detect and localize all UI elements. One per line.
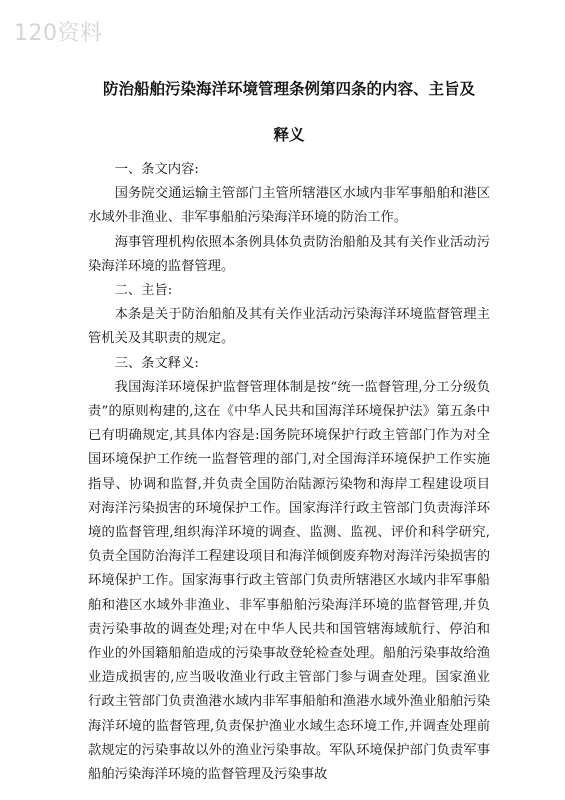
section-heading-purpose: 二、主旨: <box>114 283 173 299</box>
watermark-logo: 120资料 <box>14 21 103 46</box>
paragraph: 海事管理机构依照本条例具体负责防治船舶及其有关作业活动污染海洋环境的监督管理。 <box>88 234 490 274</box>
paragraph: 国务院交通运输主管部门主管所辖港区水域内非军事船舶和港区水域外非渔业、非军事船舶污染海洋环境的防治工作。 <box>88 186 490 226</box>
section-heading-content: 一、条文内容: <box>114 162 199 177</box>
paragraph: 本条是关于防治船舶及其有关作业活动污染海洋环境监督管理主管机关及其职责的规定。 <box>88 307 490 347</box>
document-body <box>88 158 490 787</box>
document-title-line2: 释义 <box>273 125 305 144</box>
document-page <box>88 74 490 787</box>
document-title-line1: 防治船舶污染海洋环境管理条例第四条的内容、主旨及 <box>102 79 475 98</box>
section-heading-interpretation: 三、条文释义: <box>114 355 199 371</box>
paragraph: 我国海洋环境保护监督管理体制是按“统一监督管理,分工分级负责”的原则构建的,这在《中华人民共和国海洋环境保护法》第五条中已有明确规定,其具体内容是:国务院环境保护行政主管部门作为对全国环境保护工作统一监督管理的部门,对全国海洋环境保护工作实施指导、协调和监督,并负责全国防治陆源污染物和海岸工程建设项目对海洋污染损害的环境保护工作。国家海洋行政主管部门负责海洋环境的监督管理,组织海洋环境的调查、监测、监视、评价和科学研究,负责全国防治海洋工程建设项目和海洋倾倒废弃物对海洋污染损害的环境保护工作。国家海事行政主管部门负责所辖港区水域内非军事船舶和港区水域外非渔业、非军事船舶污染海洋环境的监督管理,并负责污染事故的调查处理;对在中华人民共和国管辖海域航行、停泊和作业的外国籍船舶造成的污染事故登轮检查处理。船舶污染事故给渔业造成损害的,应当吸收渔业行政主管部门参与调查处理。国家渔业行政主管部门负责渔港水域内非军事船舶和渔港水域外渔业船舶污染海洋环境的监督管理,负责保护渔业水域生态环境工作,并调查处理前款规定的污染事故以外的渔业污染事故。军队环境保护部门负责军事船舶污染海洋环境的监督管理及污染事故 <box>88 379 490 783</box>
